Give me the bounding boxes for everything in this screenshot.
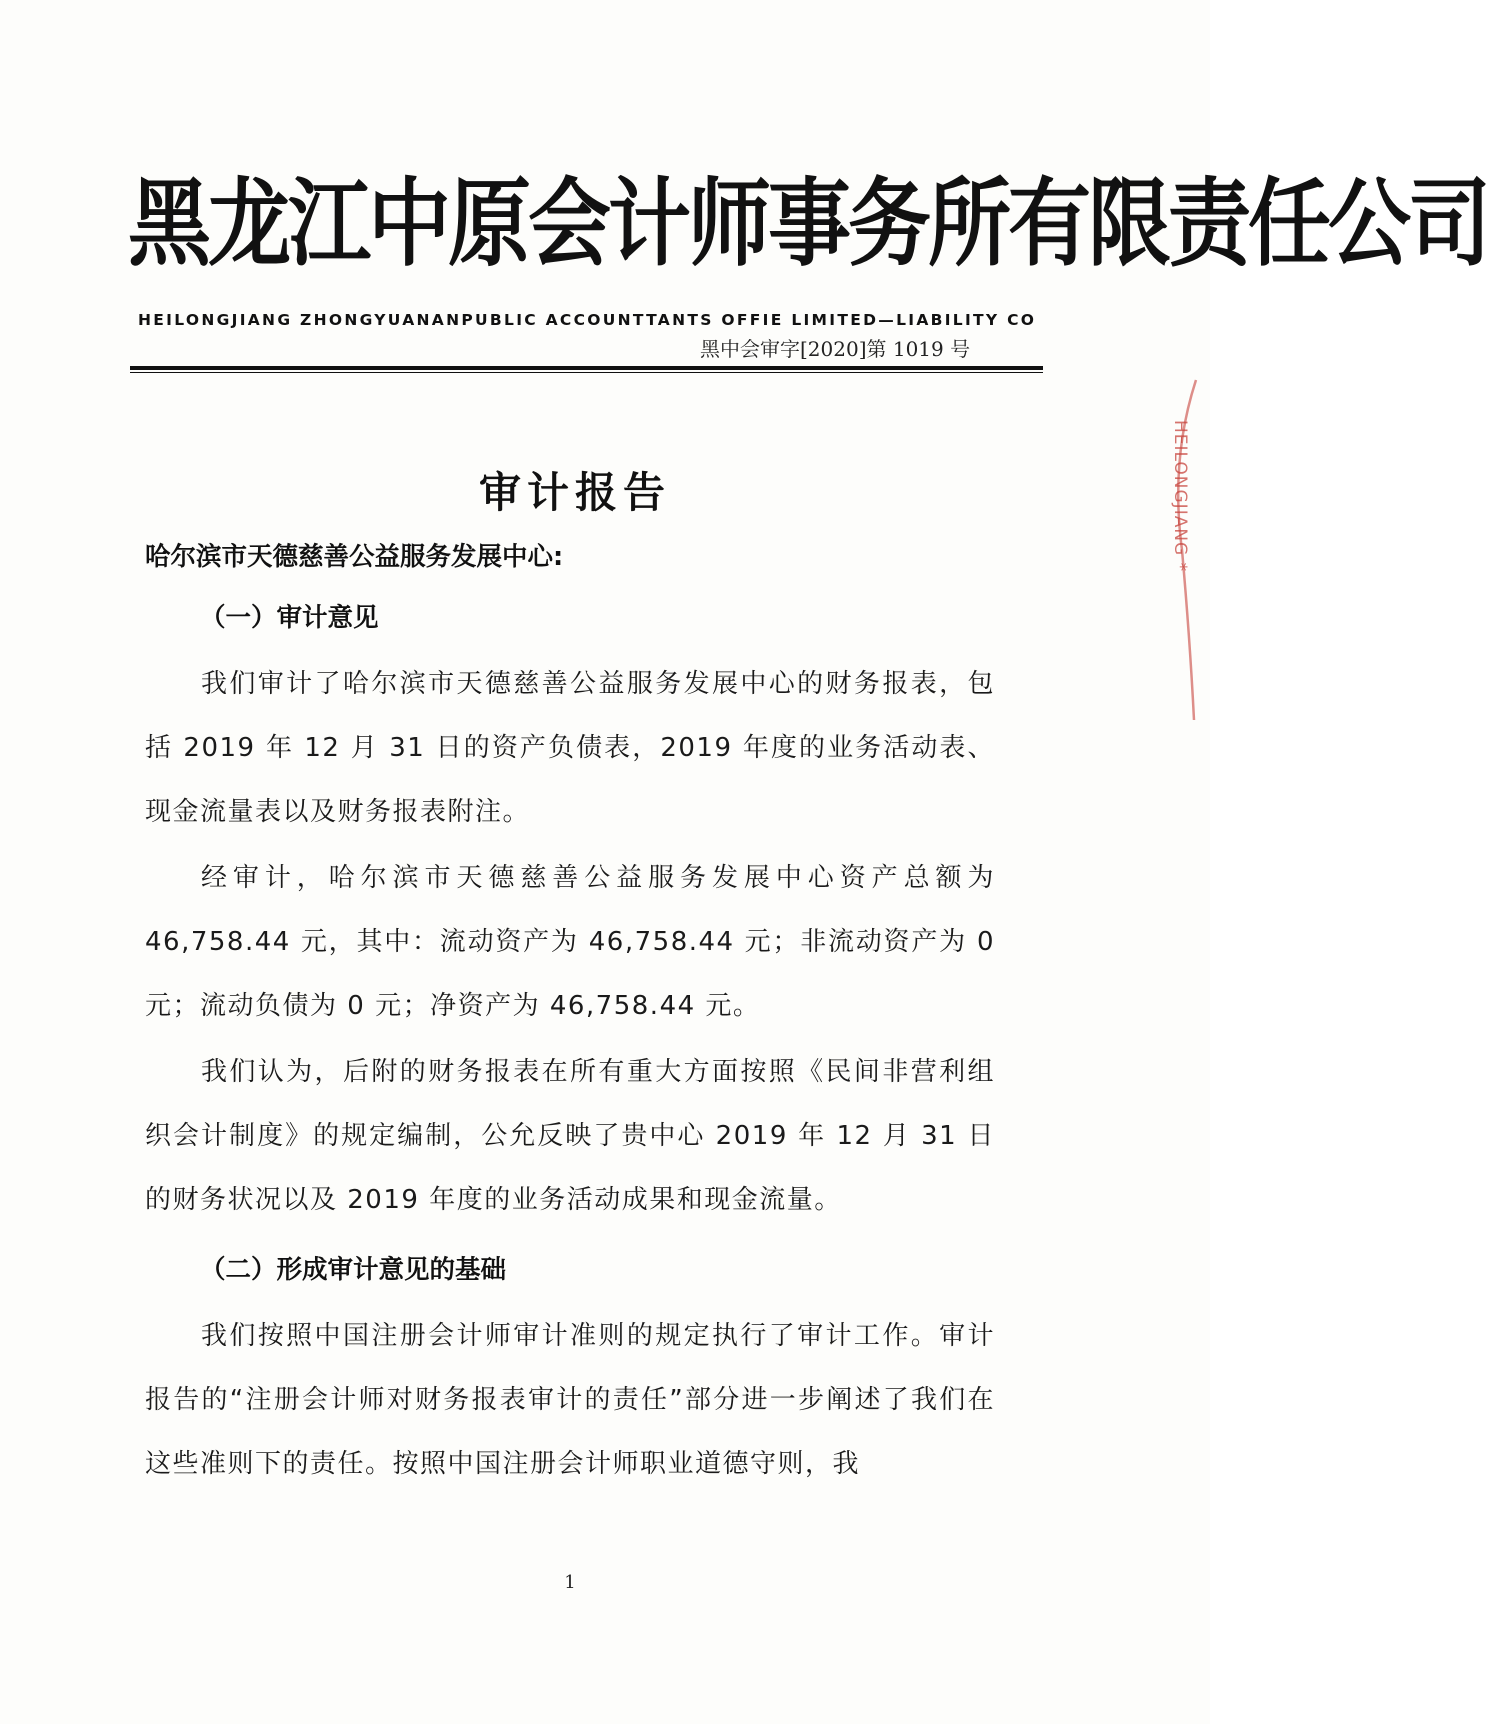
letterhead-divider-thin xyxy=(130,372,1043,373)
document-number: 黑中会审字[2020]第 1019 号 xyxy=(700,337,971,361)
report-title: 审计报告 xyxy=(478,468,671,517)
addressee: 哈尔滨市天德慈善公益服务发展中心: xyxy=(145,542,564,572)
section-heading-basis: （二）形成审计意见的基础 xyxy=(200,1255,507,1285)
firm-name-chinese: 黑龙江中原会计师事务所有限责任公司 xyxy=(128,167,1488,280)
paragraph-opinion: 我们认为，后附的财务报表在所有重大方面按照《民间非营利组织会计制度》的规定编制，公允反映了贵中心 2019 年 12 月 31 日的财务状况以及 2019 年度的业务活动成果和现金流量。 xyxy=(145,1057,995,1215)
page-number: 1 xyxy=(564,1572,576,1593)
section-heading-opinion: （一）审计意见 xyxy=(200,603,379,633)
paragraph-audit-figures: 经审计，哈尔滨市天德慈善公益服务发展中心资产总额为 46,758.44 元，其中：流动资产为 46,758.44 元；非流动资产为 0 元；流动负债为 0 元；净资产为 46,758.44 元。 xyxy=(145,863,995,1021)
paragraph-basis: 我们按照中国注册会计师审计准则的规定执行了审计工作。审计报告的“注册会计师对财务报表审计的责任”部分进一步阐述了我们在这些准则下的责任。按照中国注册会计师职业道德守则，我 xyxy=(145,1321,995,1479)
seam-stamp-text: HEILONGJIANG * xyxy=(1170,420,1190,573)
firm-name-english: HEILONGJIANG ZHONGYUANANPUBLIC ACCOUNTTANTS OFFIE LIMITED—LIABILITY CO xyxy=(138,311,1037,329)
letterhead-divider xyxy=(130,366,1043,370)
paragraph-audit-scope: 我们审计了哈尔滨市天德慈善公益服务发展中心的财务报表，包括 2019 年 12 月 31 日的资产负债表，2019 年度的业务活动表、现金流量表以及财务报表附注。 xyxy=(145,669,995,827)
